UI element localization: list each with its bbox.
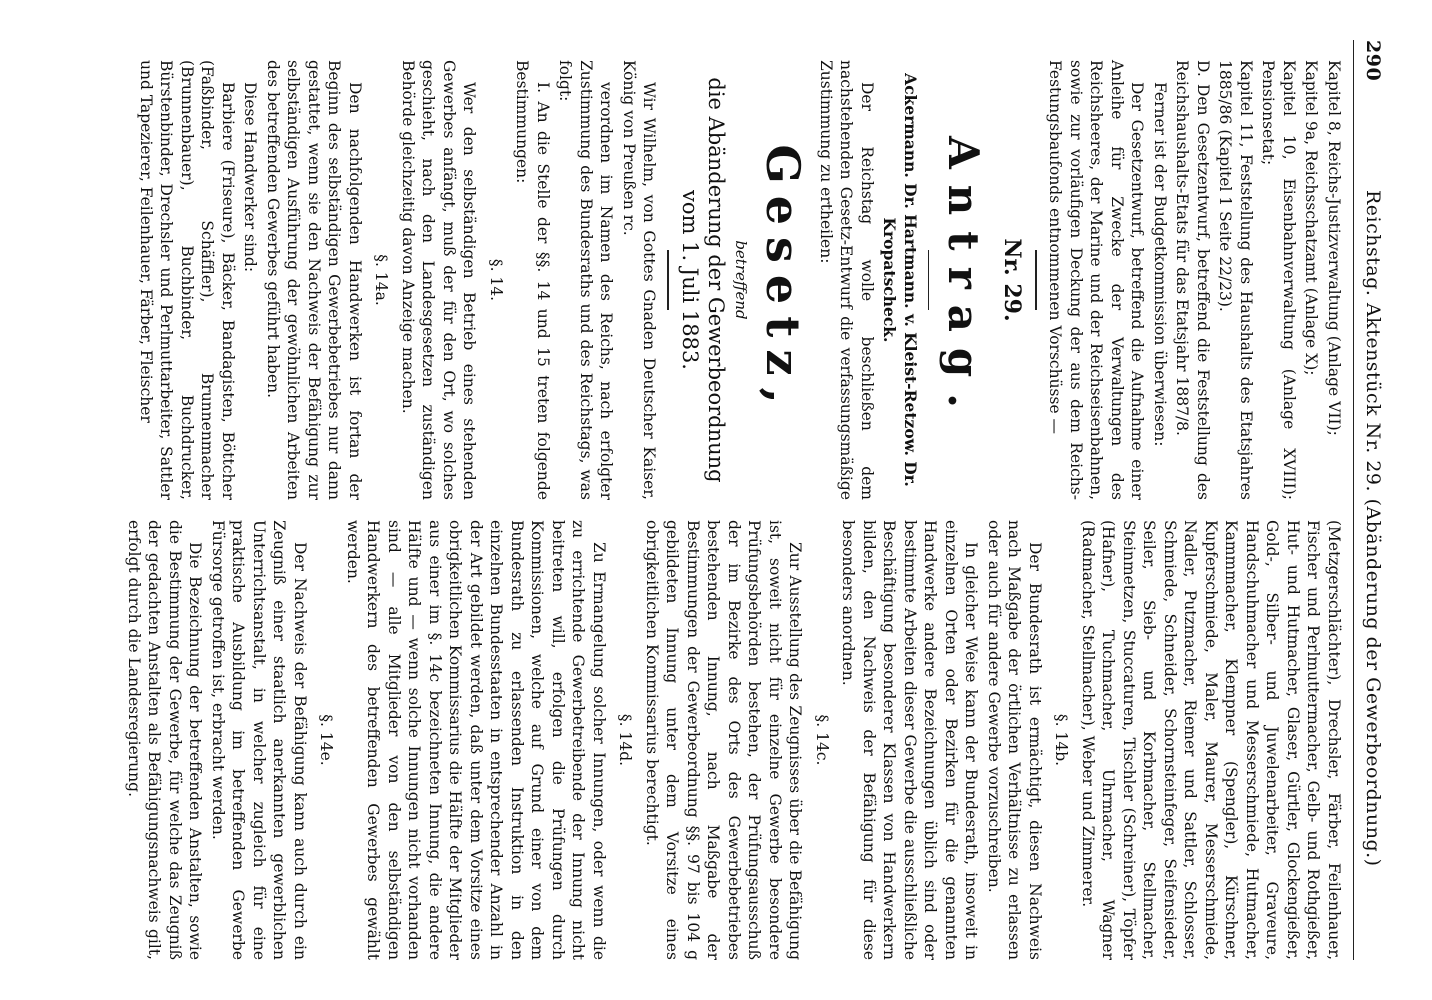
antrag-heading: Antrag. [939,136,989,424]
divider [928,250,930,310]
list-item: Kapitel 10, Eisenbahnverwaltung (Anlage XVIII); Pensionsetat; [1259,60,1298,500]
further-body: Der Gesetzentwurf, betreffend die Aufnahme einer Anleihe für Zwecke der Verwaltungen des Reichsheeres, der Marine und der Reichseisenbahnen, sowie zur vorläufigen Deckung der aus dem Reichs-Festungsbaufonds entnommenen Vorschüsse — [1046,60,1147,500]
section-14b-text-2: In gleicher Weise kann der Bundesrath, insoweit in einzelnen Orten oder Bezirken für die genannten Handwerke andere Bezeichnungen üblich sind oder bestimmte Arbeiten dieser Gewerbe die ausschließliche Beschäftigung besonderer Klassen von Handwerkern bilden, den Nachweis der Befähigung für diese besonders anordnen. [839,520,981,960]
left-column [134,60,1345,500]
trades-list-continued: (Metzgerschlächter), Drechsler, Färber, Feilenhauer, Fischer und Perlmuttermacher, Gelb- und Rothgießer, Hut- und Hutmacher, Glaser, Gürtler, Glockengießer, Gold-, Silber- und Juwelenarbeiter, Graveure, Handschuhmacher und Messerschmiede, Hutmacher, Kammmacher, Klempner (Spengler), Kürschner, Kupferschmiede, Maler, Maurer, Messerschmiede, Nadler, Putzmacher, Riemer und Sattler, Schlosser, Schmiede, Schneider, Schornsteinfeger, Seifensieder, Seiler, Sieb- und Korbmacher, Stellmacher, Steinmetzen, Stuccaturen, Tischler (Schreiner), Töpfer (Hafner), Tuchmacher, Uhrmacher, Wagner (Radmacher, Stellmacher), Weber und Zimmerer. [1079,520,1343,960]
trades-list: Barbiere (Friseure), Bäcker, Bandagisten, Böttcher (Faßbinder, Schäffler), Brunnenmacher (Brunnenbauer), Buchbinder, Buchdrucker, Bürstenbinder, Drechsler und Perlmuttarbeiter, Sattler und Tapezierer, Feilenhauer, Färber, Fleischer [137,60,237,500]
gesetz-heading: Gesetz, [756,144,811,416]
divider [1036,250,1038,310]
section-14c-heading: §. 14c. [813,714,831,766]
section-14d-text: Zu Ermangelung solcher Innungen, oder wenn die zu errichtende Gewerbetreibende der Innung nicht beitreten will, erfolgen die Prüfungen durch Kommissionen, welche auf Grund einer von dem Bundesrath zu erlassenden Instruktion in den einzelnen Bundesstaaten in entsprechender Anzahl in der Art gebildet werden, daß unter dem Vorsitze eines obrigkeitlichen Kommissarius die Hälfte der Mitglieder aus einer im §. 14c bezeichneten Innung, die andere Hälfte und — wenn solche Innungen nicht vorhanden sind — alle Mitglieder von den selbständigen Handwerkern des betreffenden Gewerbes gewählt werden. [344,520,608,960]
section-14a-heading: §. 14a. [372,254,391,306]
page-number: 290 [1362,40,1384,82]
section-14-text: Wer den selbständigen Betrieb eines stehenden Gewerbes anfängt, muß der für den Ort, wo solches geschieht, nach den Landesgesetzen zuständigen Behörde gleichzeitig davon Anzeige machen. [399,60,479,500]
section-14e-text-2: Die Bezeichnung der betreffenden Anstalten, sowie die Bestimmung der Gewerbe, für welche das Zeugniß der gedachten Anstalten als Befähigungsnachweis gilt, erfolgt durch die Landesregierung. [125,520,205,960]
section-14d-heading: §. 14d. [616,713,635,767]
signers: Ackermann. Dr. Hartmann. v. Kleist-Retzow. Dr. Kropatscheck. [880,73,920,487]
further-text: Ferner ist der Budgetkommission überwiesen: [1151,82,1169,447]
section-14e-heading: §. 14e. [317,714,336,766]
motion-text: Der Reichstag wolle beschließen dem nachstehenden Gesetz-Entwurf die verfassungsmäßige Zustimmung zu ertheilen: [817,60,876,500]
page-header [1353,40,1384,960]
section-14b-text: Der Bundesrath ist ermächtigt, diesen Nachweis nach Maßgabe der örtlichen Verhältnisse zu erlassen oder auch für andere Gewerbe vorzuschreiben. [985,520,1044,960]
section-14c-text: Zur Ausstellung des Zeugnisses über die Befähigung ist, soweit nicht für einzelne Gewerbe besondere Prüfungsbehörden bestehen, der Prüfungsausschuß der im Bezirke des Orts des Gewerbebetriebes bestehenden Innung, nach Maßgabe der Bestimmungen der Gewerbeordnung §§. 97 bis 104 g gebildeten Innung unter dem Vorsitze eines obrigkeitlichen Kommissarius berechtigt. [643,520,805,960]
right-column [122,520,1345,960]
section-d: D. Den Gesetzentwurf, betreffend die Feststellung des Reichshaushalts-Etats für das Etatsjahr 1887/8. [1173,60,1212,500]
list-item: Kapitel 9a, Reichsschatzamt (Anlage X); [1302,60,1321,376]
section-14e-text: Der Nachweis der Befähigung kann auch durch ein Zeugniß einer staatlich anerkannten gewerblichen Unterrichtsanstalt, in welcher zugleich für eine praktische Ausbildung im betreffenden Gewerbe Fürsorge getroffen ist, erbracht werden. [209,520,309,960]
trades-intro: Diese Handwerker sind: [241,82,260,273]
law-subject: die Abänderung der Gewerbeordnung vom 1. Juli 1883. [678,77,728,483]
betreffend-label: betreffend [732,240,751,320]
section-14-heading: §. 14. [487,258,505,302]
section-14b-heading: §. 14b. [1052,713,1071,767]
article-one: I. An die Stelle der §§. 14 und 15 treten folgende Bestimmungen: [513,60,552,500]
emperor-line: Wir Wilhelm, von Gottes Gnaden Deutscher Kaiser, König von Preußen rc. [620,60,659,500]
list-item: Kapitel 8, Reichs-Justizverwaltung (Anlage VII); [1325,60,1343,436]
running-title: Reichstag. Aktenstück Nr. 29. (Abänderung der Gewerbeordnung.) [1362,190,1384,867]
decree-text: verordnen im Namen des Reichs, nach erfolgter Zustimmung des Bundesraths und des Reichstags, was folgt: [556,60,616,500]
section-14a-text: Den nachfolgenden Handwerken ist fortan der Beginn des selbständigen Gewerbebetriebes nur dann gestattet, wenn sie den Nachweis der Befähigung zur selbständigen Ausführung der gewöhnlichen Arbeiten des betreffenden Gewerbes geführt haben. [264,60,364,500]
divider [668,250,670,310]
list-item: Kapitel 11, Feststellung des Haushalts des Etatsjahres 1885/86 (Kapitel 1 Seite 22/23). [1216,60,1255,500]
document-number: Nr. 29. [999,238,1026,322]
